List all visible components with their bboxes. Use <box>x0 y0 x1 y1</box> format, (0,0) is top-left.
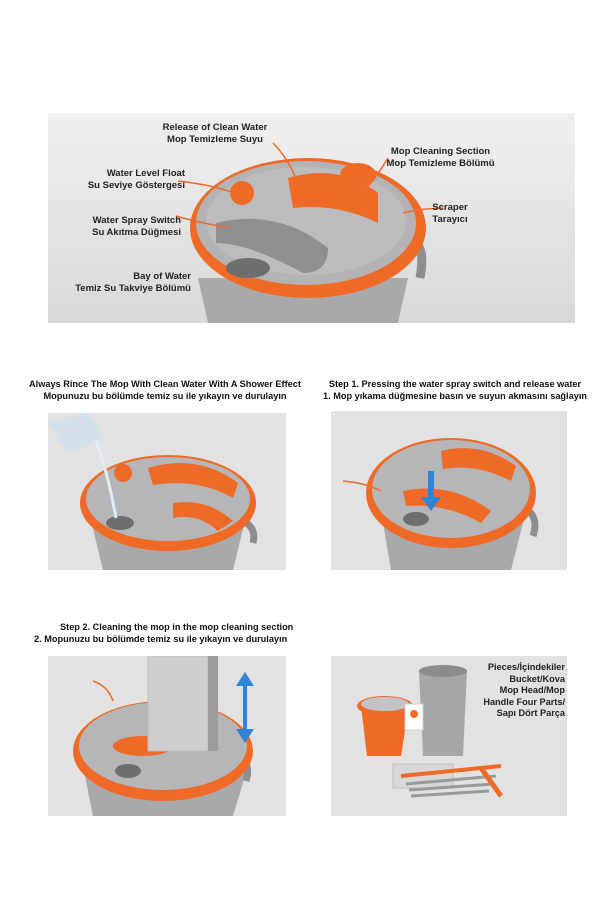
pieces-line-5: Sapı Dört Parça <box>496 708 565 719</box>
label-spray-en: Water Spray Switch <box>92 215 181 226</box>
pieces-line-2: Bucket/Kova <box>509 673 565 684</box>
label-cleaning-en: Mop Cleaning Section <box>390 146 491 157</box>
pieces-line-3: Mop Head/Mop <box>499 685 565 696</box>
label-bay-en: Bay of Water <box>133 271 191 282</box>
step2-caption <box>34 621 324 645</box>
label-bay-tr: Temiz Su Takviye Bölümü <box>75 283 191 294</box>
step1-photo <box>331 411 567 570</box>
label-cleaning-tr: Mop Temizleme Bölümü <box>386 158 495 169</box>
step1-caption <box>305 378 605 402</box>
pieces-line-4: Handle Four Parts/ <box>483 696 565 707</box>
rinse-caption-tr: Mopunuzu bu bölümde temiz su ile yıkayın ve durulayın <box>43 391 287 401</box>
rinse-caption <box>20 378 310 402</box>
rinse-photo <box>48 413 286 570</box>
label-water-spray-switch <box>56 215 181 239</box>
label-release-clean-water <box>150 122 280 146</box>
label-scraper-tr: Tarayıcı <box>432 214 468 225</box>
step2-caption-en: Step 2. Cleaning the mop in the mop cleaning section <box>60 622 294 632</box>
step1-caption-en: Step 1. Pressing the water spray switch and release water <box>328 379 582 389</box>
step2-caption-tr: 2. Mopunuzu bu bölümde temiz su ile yıkayın ve durulayın <box>34 634 288 644</box>
rinse-caption-en: Always Rince The Mop With Clean Water With A Shower Effect <box>29 379 301 389</box>
pieces-list <box>455 662 565 720</box>
label-float-tr: Su Seviye Göstergesi <box>87 180 185 191</box>
label-mop-cleaning-section <box>378 146 503 170</box>
label-release-tr: Mop Temizleme Suyu <box>167 134 263 145</box>
label-spray-tr: Su Akıtma Düğmesi <box>92 227 181 238</box>
label-water-level-float <box>60 168 185 192</box>
label-float-en: Water Level Float <box>106 168 185 179</box>
label-bay-of-water <box>56 271 191 295</box>
label-scraper <box>420 202 480 226</box>
label-scraper-en: Scraper <box>432 202 468 213</box>
pieces-line-1: Pieces/İçindekiler <box>487 662 565 672</box>
step2-photo <box>48 656 286 816</box>
label-release-en: Release of Clean Water <box>162 122 268 133</box>
step1-caption-tr: 1. Mop yıkama düğmesine basın ve suyun akmasını sağlayın <box>323 391 587 401</box>
